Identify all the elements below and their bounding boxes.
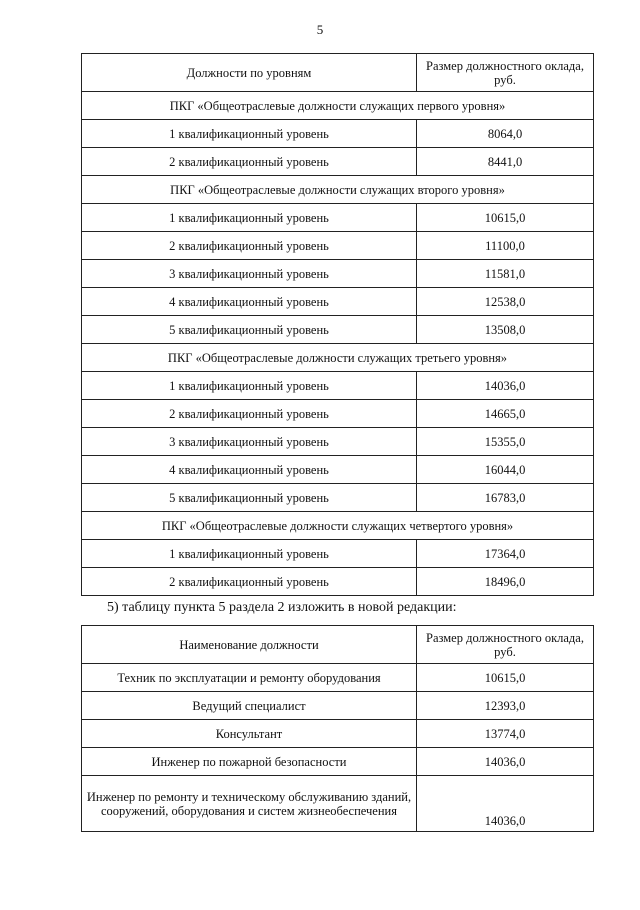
group-title: ПКГ «Общеотраслевые должности служащих первого уровня»	[82, 92, 594, 120]
table-header-row	[82, 626, 594, 664]
page-number: 5	[316, 22, 324, 37]
column-header-position-name: Наименование должности	[82, 626, 417, 664]
group-row	[82, 176, 594, 204]
level-cell: 3 квалификационный уровень	[82, 260, 417, 288]
level-cell: 1 квалификационный уровень	[82, 372, 417, 400]
level-cell: 2 квалификационный уровень	[82, 232, 417, 260]
table-row	[82, 372, 594, 400]
table-header-row	[82, 54, 594, 92]
salary-cell: 15355,0	[417, 428, 594, 456]
position-cell: Инженер по пожарной безопасности	[82, 748, 417, 776]
level-cell: 2 квалификационный уровень	[82, 568, 417, 596]
table-row	[82, 484, 594, 512]
group-row	[82, 512, 594, 540]
level-cell: 1 квалификационный уровень	[82, 120, 417, 148]
salary-cell: 18496,0	[417, 568, 594, 596]
salary-cell: 10615,0	[417, 664, 594, 692]
salary-table-levels	[81, 53, 594, 596]
level-cell: 2 квалификационный уровень	[82, 148, 417, 176]
amendment-text: 5) таблицу пункта 5 раздела 2 изложить в новой редакции:	[107, 600, 457, 615]
column-header-salary: Размер должностного оклада, руб.	[417, 54, 594, 92]
salary-cell: 17364,0	[417, 540, 594, 568]
table-row	[82, 148, 594, 176]
salary-cell: 13508,0	[417, 316, 594, 344]
position-cell: Техник по эксплуатации и ремонту оборудования	[82, 664, 417, 692]
column-header-salary: Размер должностного оклада, руб.	[417, 626, 594, 664]
salary-cell: 8064,0	[417, 120, 594, 148]
group-row	[82, 344, 594, 372]
table-row	[82, 288, 594, 316]
salary-cell: 11581,0	[417, 260, 594, 288]
level-cell: 4 квалификационный уровень	[82, 288, 417, 316]
level-cell: 1 квалификационный уровень	[82, 204, 417, 232]
table-row	[82, 720, 594, 748]
salary-cell: 11100,0	[417, 232, 594, 260]
salary-cell: 13774,0	[417, 720, 594, 748]
table-row	[82, 204, 594, 232]
table-row	[82, 456, 594, 484]
salary-cell: 8441,0	[417, 148, 594, 176]
salary-table-positions	[81, 625, 594, 832]
column-header-positions: Должности по уровням	[82, 54, 417, 92]
group-title: ПКГ «Общеотраслевые должности служащих второго уровня»	[82, 176, 594, 204]
salary-cell: 12538,0	[417, 288, 594, 316]
group-title: ПКГ «Общеотраслевые должности служащих четвертого уровня»	[82, 512, 594, 540]
table-row	[82, 316, 594, 344]
salary-cell: 14036,0	[417, 372, 594, 400]
position-cell: Ведущий специалист	[82, 692, 417, 720]
position-cell: Консультант	[82, 720, 417, 748]
table-row	[82, 748, 594, 776]
position-cell: Инженер по ремонту и техническому обслуживанию зданий, сооружений, оборудования и систем жизнеобеспечения	[82, 776, 417, 832]
table-row	[82, 568, 594, 596]
table-row	[82, 776, 594, 832]
level-cell: 5 квалификационный уровень	[82, 484, 417, 512]
table-row	[82, 232, 594, 260]
table-row	[82, 692, 594, 720]
level-cell: 5 квалификационный уровень	[82, 316, 417, 344]
level-cell: 1 квалификационный уровень	[82, 540, 417, 568]
salary-cell: 14036,0	[417, 776, 594, 832]
level-cell: 2 квалификационный уровень	[82, 400, 417, 428]
salary-cell: 14036,0	[417, 748, 594, 776]
table-row	[82, 120, 594, 148]
salary-cell: 10615,0	[417, 204, 594, 232]
salary-cell: 14665,0	[417, 400, 594, 428]
salary-cell: 16044,0	[417, 456, 594, 484]
table-row	[82, 540, 594, 568]
salary-cell: 16783,0	[417, 484, 594, 512]
group-row	[82, 92, 594, 120]
level-cell: 3 квалификационный уровень	[82, 428, 417, 456]
level-cell: 4 квалификационный уровень	[82, 456, 417, 484]
table-row	[82, 664, 594, 692]
salary-cell: 12393,0	[417, 692, 594, 720]
table-row	[82, 260, 594, 288]
table-row	[82, 428, 594, 456]
group-title: ПКГ «Общеотраслевые должности служащих третьего уровня»	[82, 344, 594, 372]
table-row	[82, 400, 594, 428]
